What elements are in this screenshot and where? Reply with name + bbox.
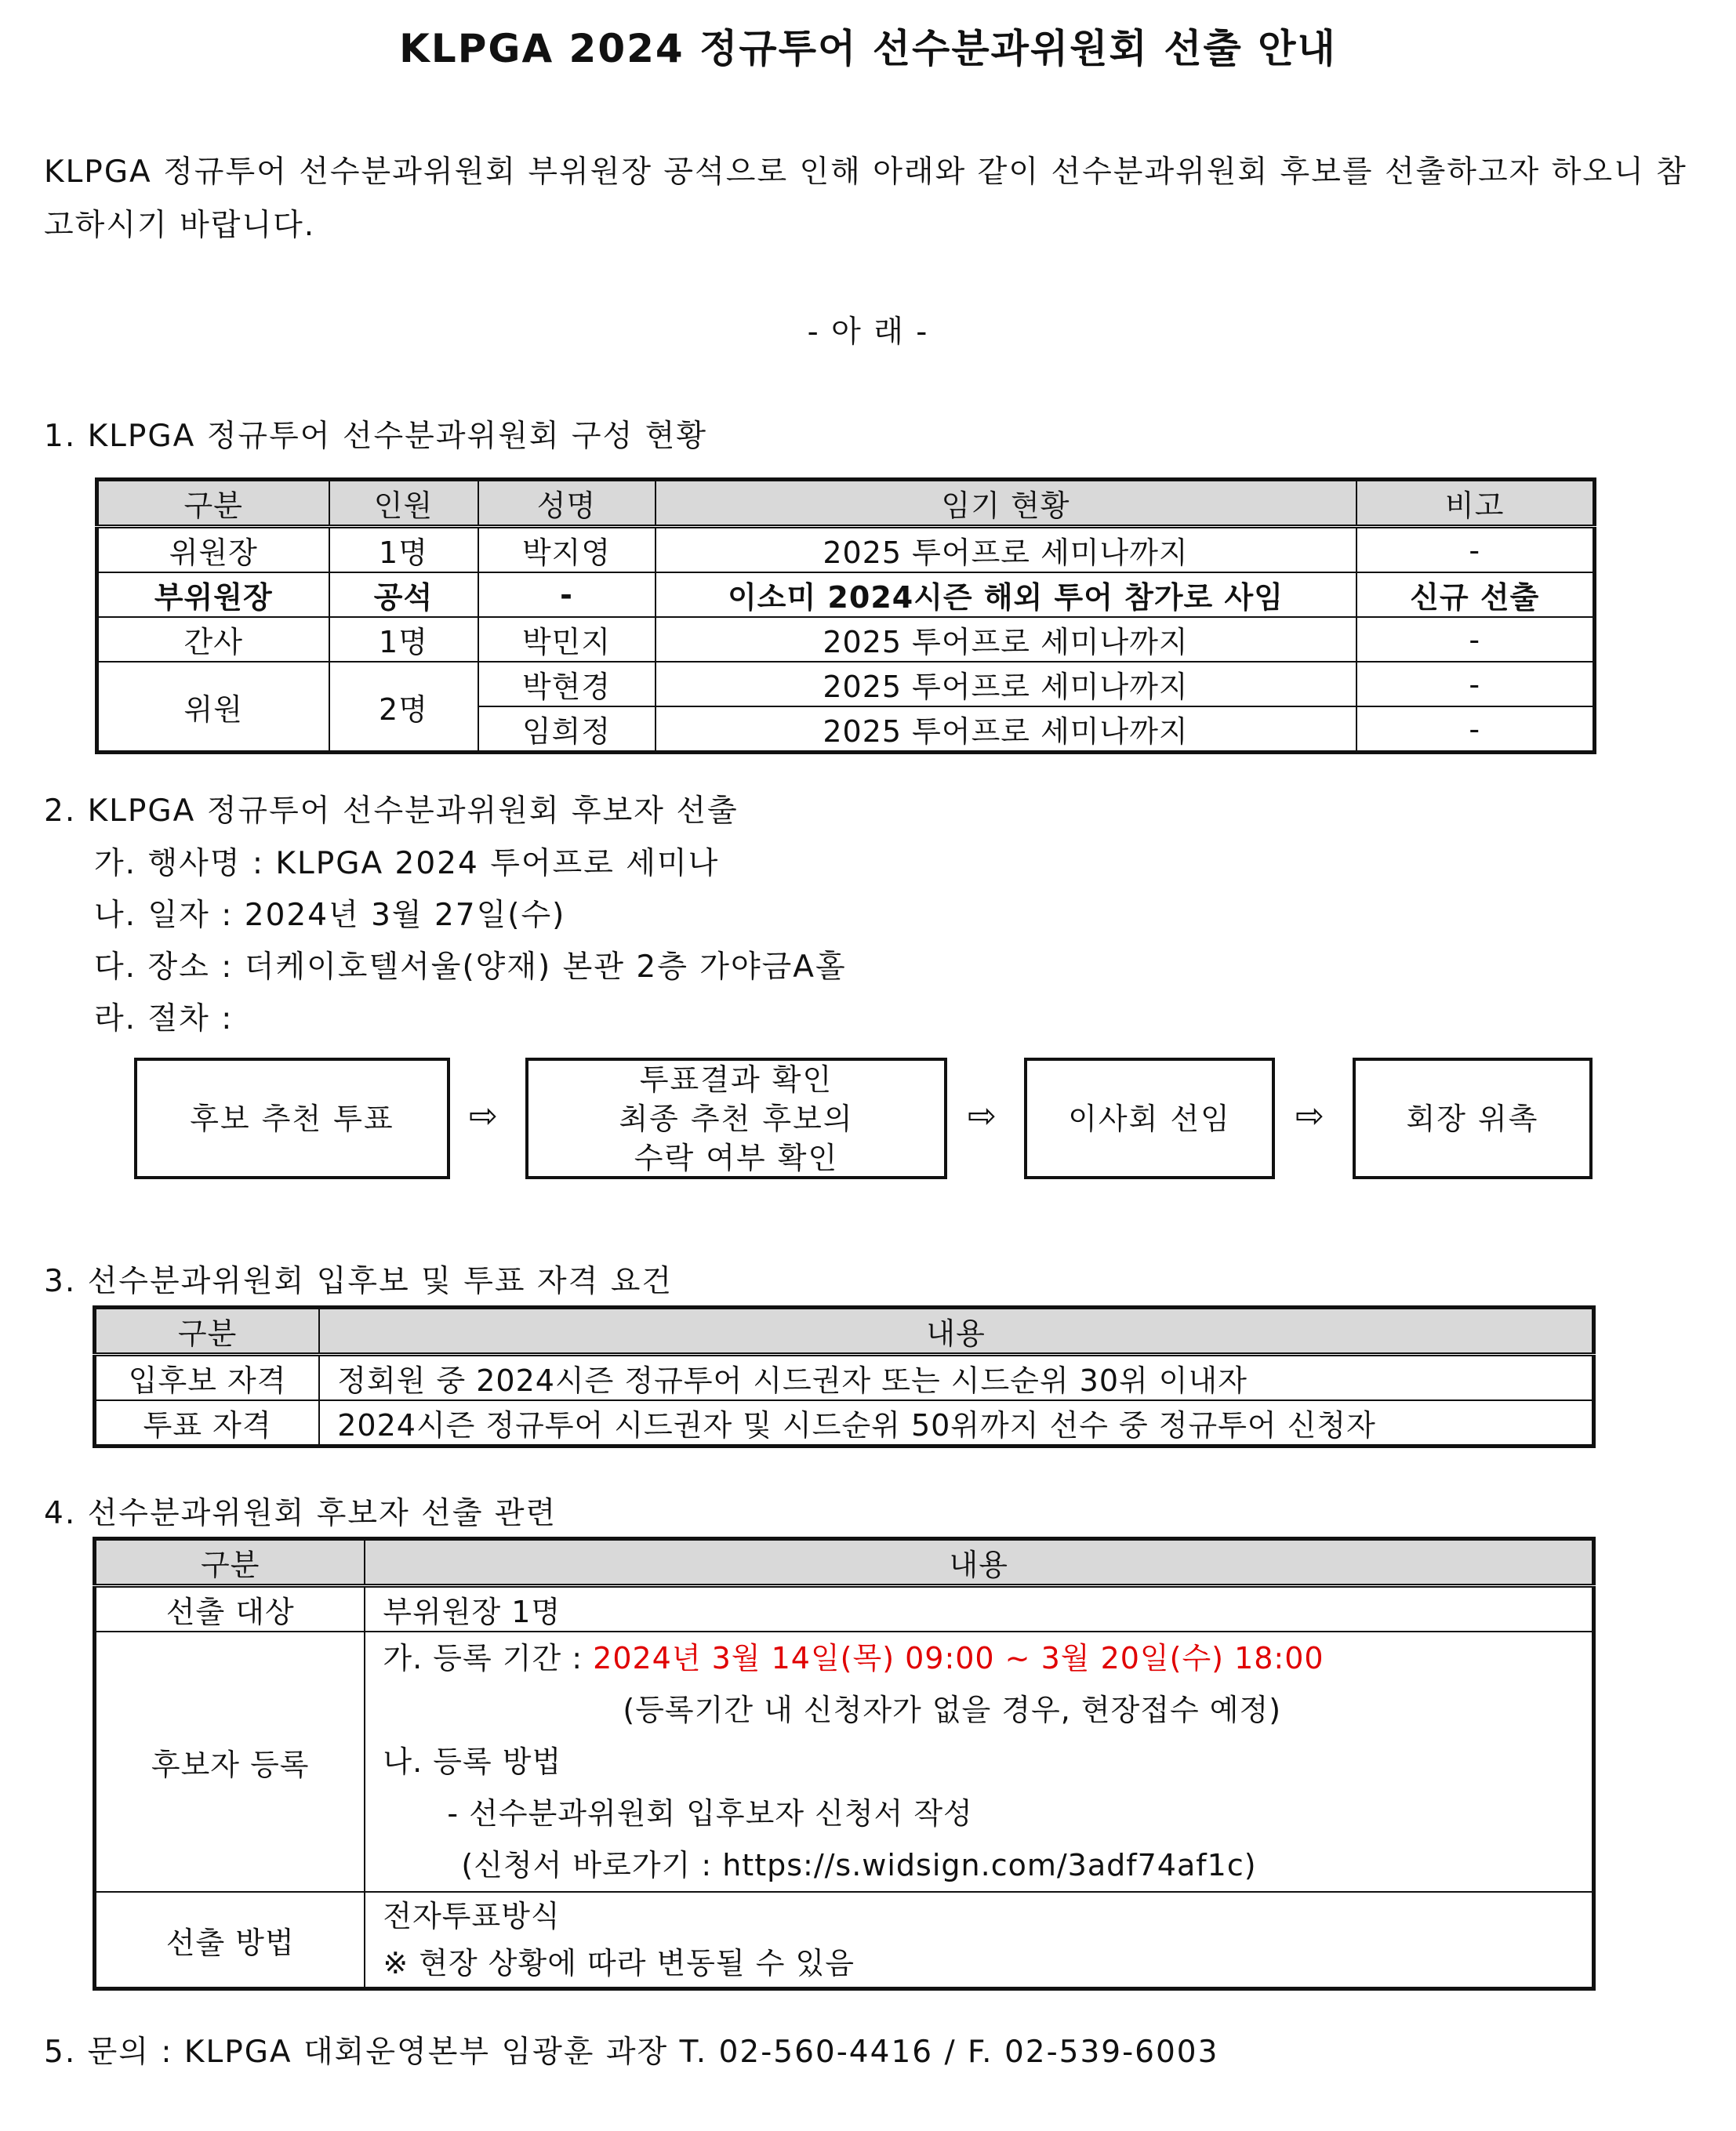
table-cell: 박민지 (478, 617, 656, 662)
table-cell: 위원장 (97, 527, 329, 573)
section2-heading: 2. KLPGA 정규투어 선수분과위원회 후보자 선출 (44, 793, 739, 829)
section3-heading: 3. 선수분과위원회 입후보 및 투표 자격 요건 (44, 1264, 674, 1299)
table-cell: 박지영 (478, 527, 656, 573)
table-cell: 간사 (97, 617, 329, 662)
header-cell: 성명 (478, 480, 656, 527)
table-row-highlight (97, 572, 1595, 617)
table-cell: 위원 (97, 662, 329, 753)
header-cell: 구분 (97, 480, 329, 527)
table-row (95, 1892, 1594, 1989)
reg-link: (신청서 바로가기 : https://s.widsign.com/3adf74af1c) (461, 1848, 1257, 1882)
header-cell: 임기 현황 (656, 480, 1356, 527)
reg-period-line (383, 1632, 1592, 1684)
table-cell: 2025 투어프로 세미나까지 (656, 527, 1356, 573)
table-cell: - (478, 572, 656, 617)
header-cell: 비고 (1356, 480, 1595, 527)
event-date: 나. 일자 : 2024년 3월 27일(수) (94, 898, 566, 933)
reg-method-detail: - 선수분과위원회 입후보자 신청서 작성 (447, 1796, 973, 1831)
method-note: ※ 현장 상황에 따라 변동될 수 있음 (383, 1946, 855, 1980)
registration-cell (365, 1632, 1593, 1892)
table-cell: 2명 (329, 662, 478, 753)
flow-step-confirm (525, 1058, 947, 1179)
flow-step-appoint (1353, 1058, 1593, 1179)
flow-arrow-icon: ⇨ (1295, 1096, 1324, 1136)
section4-heading: 4. 선수분과위원회 후보자 선출 관련 (44, 1496, 557, 1531)
table-row (95, 1355, 1594, 1401)
method-line: 전자투표방식 (383, 1899, 561, 1933)
flow-step-label: 회장 위촉 (1406, 1101, 1539, 1136)
header-cell: 내용 (365, 1539, 1593, 1586)
table-row (97, 662, 1595, 706)
flow-step-label: 후보 추천 투표 (190, 1101, 394, 1136)
table-cell: 부위원장 1명 (365, 1586, 1593, 1632)
table-row (97, 617, 1595, 662)
flow-step-board (1024, 1058, 1275, 1179)
table-cell: 임희정 (478, 706, 656, 753)
table-cell: 투표 자격 (95, 1400, 320, 1447)
table-header-row (97, 480, 1595, 527)
table-cell: 공석 (329, 572, 478, 617)
reg-note: (등록기간 내 신청자가 없을 경우, 현장접수 예정) (623, 1693, 1282, 1727)
table-cell: 정회원 중 2024시즌 정규투어 시드권자 또는 시드순위 30위 이내자 (319, 1355, 1593, 1401)
header-cell: 구분 (95, 1539, 365, 1586)
flow-step-line: 투표결과 확인 (639, 1062, 833, 1097)
election-table (93, 1537, 1596, 1991)
table-cell: - (1356, 527, 1595, 573)
table-cell: 후보자 등록 (95, 1632, 365, 1892)
table-header-row (95, 1308, 1594, 1355)
table-cell: 부위원장 (97, 572, 329, 617)
contact-info: 5. 문의 : KLPGA 대회운영본부 임광훈 과장 T. 02-560-4416 / F. 02-539-6003 (44, 2035, 1219, 2070)
committee-table (95, 477, 1596, 754)
table-cell: 2025 투어프로 세미나까지 (656, 617, 1356, 662)
table-row (95, 1586, 1594, 1632)
reg-method: 나. 등록 방법 (383, 1744, 562, 1779)
below-marker: - 아 래 - (807, 314, 929, 350)
header-cell: 내용 (319, 1308, 1593, 1355)
event-name: 가. 행사명 : KLPGA 2024 투어프로 세미나 (94, 846, 720, 881)
table-cell: 2024시즌 정규투어 시드권자 및 시드순위 50위까지 선수 중 정규투어 신청자 (319, 1400, 1593, 1447)
flow-arrow-icon: ⇨ (469, 1096, 498, 1136)
table-cell: 신규 선출 (1356, 572, 1595, 617)
table-cell: 1명 (329, 527, 478, 573)
event-place: 다. 장소 : 더케이호텔서울(양재) 본관 2층 가야금A홀 (94, 949, 847, 985)
reg-period-value: 2024년 3월 14일(목) 09:00 ~ 3월 20일(수) 18:00 (593, 1641, 1324, 1675)
table-cell: 선출 방법 (95, 1892, 365, 1989)
section1-heading: 1. KLPGA 정규투어 선수분과위원회 구성 현황 (44, 419, 708, 454)
table-cell: 2025 투어프로 세미나까지 (656, 706, 1356, 753)
flow-step-nominate (134, 1058, 450, 1179)
flow-step-lines (619, 1060, 853, 1178)
table-row (95, 1400, 1594, 1447)
table-cell: - (1356, 617, 1595, 662)
header-cell: 인원 (329, 480, 478, 527)
method-cell (365, 1892, 1593, 1989)
eligibility-table (93, 1305, 1596, 1448)
table-row (97, 527, 1595, 573)
flow-step-line: 수락 여부 확인 (634, 1140, 839, 1175)
flow-step-line: 최종 추천 후보의 (619, 1101, 854, 1136)
table-cell: 1명 (329, 617, 478, 662)
table-cell: - (1356, 662, 1595, 706)
table-row (95, 1632, 1594, 1892)
header-cell: 구분 (95, 1308, 320, 1355)
flow-step-label: 이사회 선임 (1068, 1101, 1231, 1136)
table-cell: 선출 대상 (95, 1586, 365, 1632)
table-cell: 이소미 2024시즌 해외 투어 참가로 사임 (656, 572, 1356, 617)
table-cell: 2025 투어프로 세미나까지 (656, 662, 1356, 706)
table-cell: - (1356, 706, 1595, 753)
reg-period-label: 가. 등록 기간 : (383, 1641, 594, 1675)
procedure-label: 라. 절차 : (94, 1001, 234, 1036)
table-cell: 입후보 자격 (95, 1355, 320, 1401)
intro-paragraph: KLPGA 정규투어 선수분과위원회 부위원장 공석으로 인해 아래와 같이 선수분과위원회 후보를 선출하고자 하오니 참고하시기 바랍니다. (44, 154, 1687, 243)
flow-arrow-icon: ⇨ (968, 1096, 997, 1136)
document-title: KLPGA 2024 정규투어 선수분과위원회 선출 안내 (399, 26, 1337, 71)
table-header-row (95, 1539, 1594, 1586)
table-cell: 박현경 (478, 662, 656, 706)
